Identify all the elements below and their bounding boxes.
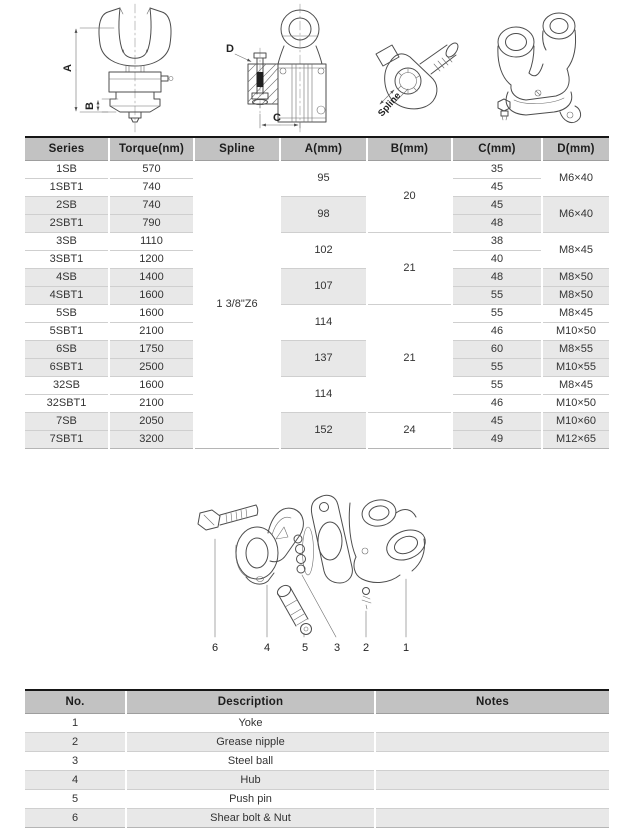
- spec-cell: 570: [109, 161, 194, 179]
- spec-cell: 5SB: [25, 305, 109, 323]
- spec-row: [25, 305, 609, 323]
- technical-drawings-row: [0, 0, 634, 136]
- parts-table: [25, 689, 609, 828]
- spec-cell: 21: [367, 233, 452, 305]
- spec-cell: 3SB: [25, 233, 109, 251]
- callout-number: 4: [263, 642, 271, 654]
- dimension-d: [226, 43, 251, 62]
- spec-cell: 6SB: [25, 341, 109, 359]
- parts-row: [25, 771, 609, 790]
- spec-row: [25, 161, 609, 179]
- spec-cell: 48: [452, 269, 542, 287]
- parts-cell: Steel ball: [126, 752, 375, 771]
- spec-cell: M12×65: [542, 431, 609, 449]
- parts-cell: Shear bolt & Nut: [126, 809, 375, 828]
- spec-cell: 1600: [109, 305, 194, 323]
- spline-detail-drawing: [368, 14, 463, 126]
- parts-row: [25, 714, 609, 733]
- callout-number: 2: [362, 642, 370, 654]
- shear-bolt-part: [198, 505, 258, 530]
- parts-column-header: Notes: [375, 690, 609, 714]
- parts-cell: [375, 714, 609, 733]
- spec-cell: 114: [280, 377, 367, 413]
- spec-row: [25, 413, 609, 431]
- hub-part: [236, 508, 304, 584]
- spec-row: [25, 269, 609, 287]
- spec-cell: 2050: [109, 413, 194, 431]
- spec-column-header: Spline: [194, 137, 280, 161]
- yoke-part: [311, 495, 429, 583]
- steel-ball-part: [294, 527, 314, 575]
- parts-cell: [375, 752, 609, 771]
- parts-cell: Hub: [126, 771, 375, 790]
- dim-label-d: D: [226, 43, 234, 55]
- spec-cell: 4SB: [25, 269, 109, 287]
- spec-cell: 48: [452, 215, 542, 233]
- spec-cell: M10×60: [542, 413, 609, 431]
- spec-cell: 2500: [109, 359, 194, 377]
- spec-cell: 98: [280, 197, 367, 233]
- exploded-view-drawing: [150, 463, 482, 667]
- spec-cell: 5SBT1: [25, 323, 109, 341]
- spec-cell: M8×50: [542, 287, 609, 305]
- parts-cell: Yoke: [126, 714, 375, 733]
- spec-cell: M10×50: [542, 323, 609, 341]
- spec-cell: 1 3/8"Z6: [194, 161, 280, 449]
- dimension-a: [62, 28, 114, 112]
- dimension-c: [260, 112, 300, 128]
- spec-column-header: B(mm): [367, 137, 452, 161]
- spec-row: [25, 197, 609, 215]
- spec-column-header: D(mm): [542, 137, 609, 161]
- spec-cell: 107: [280, 269, 367, 305]
- spec-cell: 4SBT1: [25, 287, 109, 305]
- parts-cell: Push pin: [126, 790, 375, 809]
- spec-cell: 1110: [109, 233, 194, 251]
- side-view-drawing: [222, 2, 357, 134]
- perspective-drawing: [466, 2, 616, 134]
- callout-number: 1: [402, 642, 410, 654]
- dim-label-b: B: [84, 102, 96, 110]
- parts-row: [25, 790, 609, 809]
- spec-cell: 95: [280, 161, 367, 197]
- spec-cell: 21: [367, 305, 452, 413]
- dim-label-a: A: [62, 64, 74, 72]
- spec-cell: 740: [109, 197, 194, 215]
- parts-column-header: Description: [126, 690, 375, 714]
- spec-row: [25, 377, 609, 395]
- spec-cell: 6SBT1: [25, 359, 109, 377]
- spec-cell: 2SBT1: [25, 215, 109, 233]
- yoke-front-outline: [99, 8, 173, 122]
- parts-cell: 2: [25, 733, 126, 752]
- parts-cell: 4: [25, 771, 126, 790]
- spec-cell: 1600: [109, 377, 194, 395]
- spec-cell: 35: [452, 161, 542, 179]
- spec-column-header: Torque(nm): [109, 137, 194, 161]
- spec-cell: 2SB: [25, 197, 109, 215]
- spec-cell: 790: [109, 215, 194, 233]
- dim-label-c: C: [273, 112, 281, 124]
- spec-cell: M8×55: [542, 341, 609, 359]
- yoke-3d-outline: [498, 13, 581, 123]
- spec-cell: 20: [367, 161, 452, 233]
- spec-column-header: Series: [25, 137, 109, 161]
- spec-cell: M10×50: [542, 395, 609, 413]
- spec-cell: M6×40: [542, 161, 609, 197]
- spec-cell: 38: [452, 233, 542, 251]
- grease-nipple-part: [362, 588, 371, 610]
- spec-cell: M8×45: [542, 377, 609, 395]
- spec-cell: 45: [452, 197, 542, 215]
- parts-cell: [375, 733, 609, 752]
- spec-cell: M6×40: [542, 197, 609, 233]
- spec-cell: 1SB: [25, 161, 109, 179]
- spec-cell: 2100: [109, 395, 194, 413]
- spec-cell: 102: [280, 233, 367, 269]
- spec-cell: 46: [452, 395, 542, 413]
- spec-cell: 32SBT1: [25, 395, 109, 413]
- spec-table: [25, 136, 609, 449]
- spec-cell: 45: [452, 179, 542, 197]
- spec-cell: 3SBT1: [25, 251, 109, 269]
- exploded-view-wrap: [150, 463, 482, 669]
- spec-cell: 24: [367, 413, 452, 449]
- spec-cell: 7SBT1: [25, 431, 109, 449]
- spec-cell: M10×55: [542, 359, 609, 377]
- parts-cell: 6: [25, 809, 126, 828]
- spec-cell: 55: [452, 287, 542, 305]
- spec-cell: 114: [280, 305, 367, 341]
- spec-cell: M8×45: [542, 233, 609, 269]
- parts-cell: 3: [25, 752, 126, 771]
- spec-cell: 45: [452, 413, 542, 431]
- spec-cell: M8×50: [542, 269, 609, 287]
- parts-header-row: [25, 690, 609, 714]
- dimension-b: [84, 99, 118, 112]
- spec-cell: 32SB: [25, 377, 109, 395]
- exploded-callouts: [212, 539, 409, 654]
- spec-cell: 152: [280, 413, 367, 449]
- spec-cell: 55: [452, 305, 542, 323]
- parts-cell: 5: [25, 790, 126, 809]
- spec-cell: 40: [452, 251, 542, 269]
- parts-cell: [375, 771, 609, 790]
- spec-row: [25, 233, 609, 251]
- parts-cell: [375, 809, 609, 828]
- spec-cell: 1400: [109, 269, 194, 287]
- spec-cell: 2100: [109, 323, 194, 341]
- parts-row: [25, 752, 609, 771]
- spec-cell: 55: [452, 377, 542, 395]
- spline-label: Spline: [376, 90, 404, 120]
- parts-cell: [375, 790, 609, 809]
- spec-column-header: C(mm): [452, 137, 542, 161]
- callout-number: 6: [211, 642, 219, 654]
- spec-header-row: [25, 137, 609, 161]
- spec-cell: 137: [280, 341, 367, 377]
- spec-table-body: [25, 161, 609, 449]
- spec-cell: 740: [109, 179, 194, 197]
- spec-cell: 49: [452, 431, 542, 449]
- spec-row: [25, 341, 609, 359]
- parts-row: [25, 809, 609, 828]
- parts-table-body: [25, 714, 609, 828]
- front-view-drawing: [30, 2, 200, 134]
- spec-cell: 60: [452, 341, 542, 359]
- spec-cell: 1600: [109, 287, 194, 305]
- parts-column-header: No.: [25, 690, 126, 714]
- spec-cell: 1750: [109, 341, 194, 359]
- spec-cell: 7SB: [25, 413, 109, 431]
- push-pin-part: [275, 583, 311, 634]
- spec-cell: M8×45: [542, 305, 609, 323]
- callout-number: 5: [301, 642, 309, 654]
- spec-cell: 55: [452, 359, 542, 377]
- spec-cell: 3200: [109, 431, 194, 449]
- spline-label-group: [376, 90, 403, 119]
- parts-cell: Grease nipple: [126, 733, 375, 752]
- spec-column-header: A(mm): [280, 137, 367, 161]
- spec-cell: 46: [452, 323, 542, 341]
- spec-cell: 1SBT1: [25, 179, 109, 197]
- parts-row: [25, 733, 609, 752]
- parts-cell: 1: [25, 714, 126, 733]
- spec-cell: 1200: [109, 251, 194, 269]
- callout-number: 3: [333, 642, 341, 654]
